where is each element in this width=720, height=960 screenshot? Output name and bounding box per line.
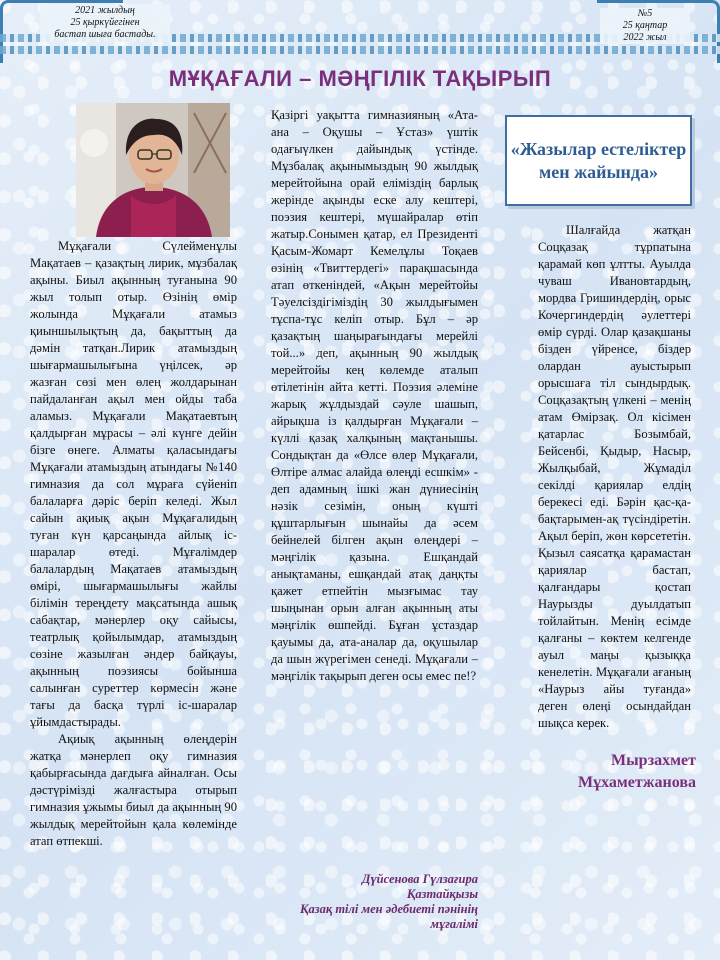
signature-role-cont: мұғалімі	[430, 917, 478, 931]
issue-date: 25 қаңтар	[622, 20, 668, 31]
ornament-strip-bottom	[0, 46, 720, 54]
article-column-3	[538, 222, 691, 732]
portrait-illustration	[76, 103, 230, 237]
founded-line: 25 қыркүйегінен	[70, 17, 140, 28]
founded-note	[40, 4, 170, 42]
section-heading: «Жазылар естеліктер мен жайында»	[510, 138, 687, 182]
author-photo	[76, 103, 230, 237]
page-title: МҰҚАҒАЛИ – МӘҢГІЛІК ТАҚЫРЫП	[168, 66, 552, 91]
founded-line: 2021 жылдың	[75, 5, 135, 16]
issue-number: №5	[637, 8, 653, 19]
signature-role: Қазақ тілі мен әдебиеті пәнінің	[300, 902, 478, 916]
author-signature-1	[271, 872, 478, 932]
author-signature-2	[538, 750, 696, 794]
article-paragraph: Мұқағали Сүлейменұлы Мақатаев – қазақтың лирик, мұзбалақ ақыны. Биыл ақынның туғанына 90 жыл толып отыр. Өзінің өмір жолында Мұқағали атамыз қиыншылықтың да, бақыттың да дәмін татқан.Лирик атамыздың шығармашылығына үңілсек, әр жазған сөзі мен өлең жолдарынан пайдаланған ақыл мен ойды таба аламыз. Мұқағали Мақатаевтың қалдырған мұрасы – әлі күнге дейін бізге өнеге. Алматы қаласындағы Мұқағали атамыздың атындағы №140 гимназия да сол мұраға сүйеніп балаларға дәріс беріп келеді. Жыл сайын ақиық ақын Мұқағалидың туған күн қарсаңында айлық іс-шаралар өтеді. Мұғалімдер балалардың Мақатаев атамыздың өмірі, шығармашылығы жайлы білімін тереңдету мақсатында ашық сабақтар, мәнерлер оқу сайысы, театрлық қойылымдар, атамыздың сөзіне жазылған әндер байқауы, ақынның поэзиясы бойынша салынған суреттер көрмесін және тағы да басқа түрлі іс-шаралар ұйымдастырады.	[30, 239, 237, 729]
signature-patronymic: Қазтайқызы	[406, 887, 478, 901]
signature-surname: Мұхаметжанова	[577, 774, 696, 791]
signature-name: Дүйсенова Гүлзағира	[361, 872, 478, 886]
issue-info	[600, 8, 690, 44]
issue-year: 2022 жыл	[623, 32, 667, 43]
article-column-2	[271, 107, 478, 685]
article-column-1	[30, 238, 237, 850]
article-paragraph: Ақиық ақынның өлеңдерін жатқа мәнерлеп оқу гимназия қабырғасында дағдыға айналған. Осы дәстүрімізді жалғастыра отырып гимназия ұжымы биыл да ақынның 90 жылдық мерейтойын қала көлемінде атап өтпекші.	[30, 732, 237, 848]
article-paragraph: Шалғайда жатқан Соцқазақ тұрпатына қарамай көп ұлтты. Ауылда чуваш Ивановтардың, мордва Гришиндердің, орыс Кочергиндердің әулеттері өмір сүрді. Олар қазақшаны бізден үйренсе, біздер олардан ауыстырып орысшаға тіл сындырдық. Соцқазақтың үлкені – менің атам Өмірзақ. Ол кісімен қатарлас Бозымбай, Бейсенбі, Қыдыр, Насыр, Жылқыбай, Жұмаділ секілді қариялар елдің берекесі еді. Бәрін қас-қа-бақтарымен-ақ түсіндіретін. Ақыл беріп, жөн көрсететін. Қызыл саясатқа қарамастан қариялар бастап, қалғандары қостап Наурызды дуылдатып тойлайтын. Менің есімде қалғаны – көктем келгенде ауыл маңы қызыққа кенелетін. Мұқағали ағаның «Наурыз айы туғанда» деген өлеңі осындайдан шықса керек.	[538, 223, 691, 730]
signature-first-name: Мырзахмет	[611, 752, 696, 769]
section-heading-box	[505, 115, 692, 206]
founded-line: бастап шыға бастады.	[54, 29, 156, 40]
article-paragraph: Қазіргі уақытта гимназияның «Ата-ана – Оқушы – Ұстаз» үштік одағыүлкен дайындық үстінде. Мұзбалақ ақынымыздың 90 жылдық мерейтойына орай еліміздің барлық жерінде ақынды еске алу кештері, поэзия кештері, мүшайралар өтіп жатыр.Сонымен қатар, ел Президенті Қасым-Жомарт Кемелұлы Тоқаев өзінің «Твиттердегі» парақшасында атап өткеніндей, «Ақын мерейтойы Тәуелсіздігіміздің 30 жылдығымен тұспа-тұс келіп отыр. Бұл – әр қазақтың шаңырағындағы мерейлі той...» деп, ақынның 90 жылдық мерейтойы кең көлемде аталып өтілетінін айта кетті. Поэзия әлеміне жарық жұлдыздай сәуле шашып, айрықша із қалдырған Мұқағали – күллі қазақ халқының мақтанышы. Сондықтан да «Өлсе өлер Мұқағали, Өлтіре алмас алайда өлеңді есшкім» - деп адамның ішкі жан дүниесінің нәзік сезімін, оның күшті құштарлығын шынайы да әсем бейнелей білген ақын өлеңдері – мәңгілік қазына. Ешқандай анықтаманы, ешқандай атақ даңқты қажет етпейтін мызғымас тау шыңынан орын алған ақынның аты мәңгілік өшпейді. Бұған ұстаздар қауымы да, ата-аналар да, оқушылар да шын жүрегімен сенеді. Мұқағали – мәңгілік тақырып деген осы емес пе!?	[271, 108, 478, 683]
